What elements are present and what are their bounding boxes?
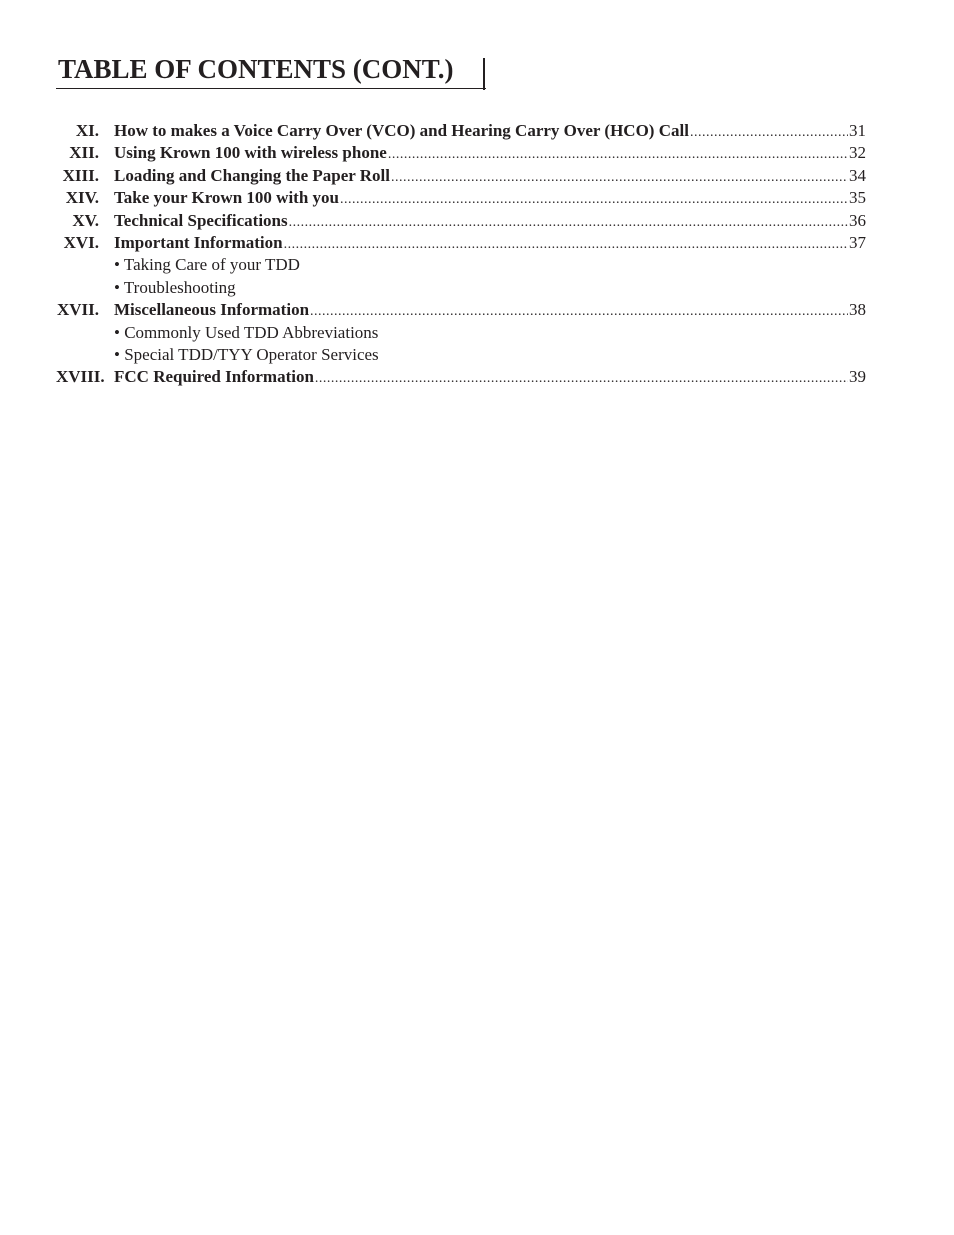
- toc-entry-number: XIV.: [65, 188, 99, 208]
- toc-entry-number: XI.: [75, 121, 99, 140]
- toc-dot-leader: [340, 189, 848, 211]
- title-side-rule: [483, 58, 485, 90]
- table-of-contents: [56, 120, 866, 389]
- toc-entry-number: XVIII.: [56, 367, 105, 387]
- toc-entry-page: 31: [849, 121, 866, 140]
- toc-entry-body: [114, 366, 866, 390]
- toc-entry[interactable]: [56, 232, 866, 254]
- toc-entry-page: 37: [849, 232, 866, 252]
- toc-dot-leader: [391, 167, 848, 189]
- title-underline: [56, 88, 486, 89]
- toc-subentry-label: • Taking Care of your TDD: [114, 255, 300, 275]
- toc-entry[interactable]: [56, 120, 866, 142]
- toc-dot-leader: [310, 301, 848, 323]
- toc-dot-leader: [315, 368, 848, 390]
- page-header: [56, 52, 486, 90]
- toc-entry-body: [114, 142, 866, 166]
- toc-subentry-label: • Commonly Used TDD Abbreviations: [114, 322, 379, 342]
- toc-entry-number: XII.: [69, 143, 99, 163]
- page-title: TABLE OF CONTENTS (CONT.): [58, 54, 454, 84]
- toc-entry-title: Miscellaneous Information: [114, 300, 310, 320]
- toc-entry-number: XVI.: [63, 232, 99, 252]
- toc-entry-page: 35: [849, 188, 866, 208]
- toc-entry-title: Using Krown 100 with wireless phone: [114, 143, 387, 163]
- toc-entry-number: XVII.: [56, 300, 99, 320]
- toc-entry-title: Important Information: [114, 232, 283, 252]
- toc-subentry-label: • Troubleshooting: [114, 277, 236, 297]
- toc-entry-page: 38: [849, 300, 866, 320]
- toc-entry-body: [114, 299, 866, 323]
- toc-entry-body: [114, 232, 866, 256]
- toc-entry-title: Loading and Changing the Paper Roll: [114, 165, 391, 185]
- toc-subentry: [56, 344, 866, 366]
- toc-entry-body: [114, 187, 866, 211]
- toc-subentry-label: • Special TDD/TYY Operator Services: [114, 344, 379, 364]
- toc-subentry: [56, 277, 866, 299]
- toc-entry-title: How to makes a Voice Carry Over (VCO) and Hearing Carry Over (HCO) Call: [114, 121, 689, 140]
- toc-entry[interactable]: [56, 165, 866, 187]
- toc-dot-leader: [388, 144, 848, 166]
- toc-entry-page: 36: [849, 210, 866, 230]
- toc-entry[interactable]: [56, 142, 866, 164]
- toc-dot-leader: [284, 234, 848, 256]
- toc-entry-body: [114, 165, 866, 189]
- toc-entry-number: XIII.: [62, 165, 99, 185]
- toc-dot-leader: [690, 122, 848, 144]
- toc-entry-title: Technical Specifications: [114, 210, 288, 230]
- toc-entry-title: Take your Krown 100 with you: [114, 188, 339, 208]
- toc-entry-number: XV.: [72, 210, 99, 230]
- toc-dot-leader: [289, 212, 848, 234]
- toc-subentry: [56, 322, 866, 344]
- toc-entry[interactable]: [56, 187, 866, 209]
- toc-subentry: [56, 254, 866, 276]
- toc-entry[interactable]: [56, 210, 866, 232]
- toc-entry-page: 34: [849, 165, 866, 185]
- toc-entry-title: FCC Required Information: [114, 367, 314, 387]
- toc-entry-page: 39: [849, 367, 866, 387]
- toc-entry[interactable]: [56, 366, 866, 388]
- toc-entry-body: [114, 210, 866, 234]
- toc-entry-page: 32: [849, 143, 866, 163]
- toc-entry-body: [114, 120, 866, 144]
- toc-entry[interactable]: [56, 299, 866, 321]
